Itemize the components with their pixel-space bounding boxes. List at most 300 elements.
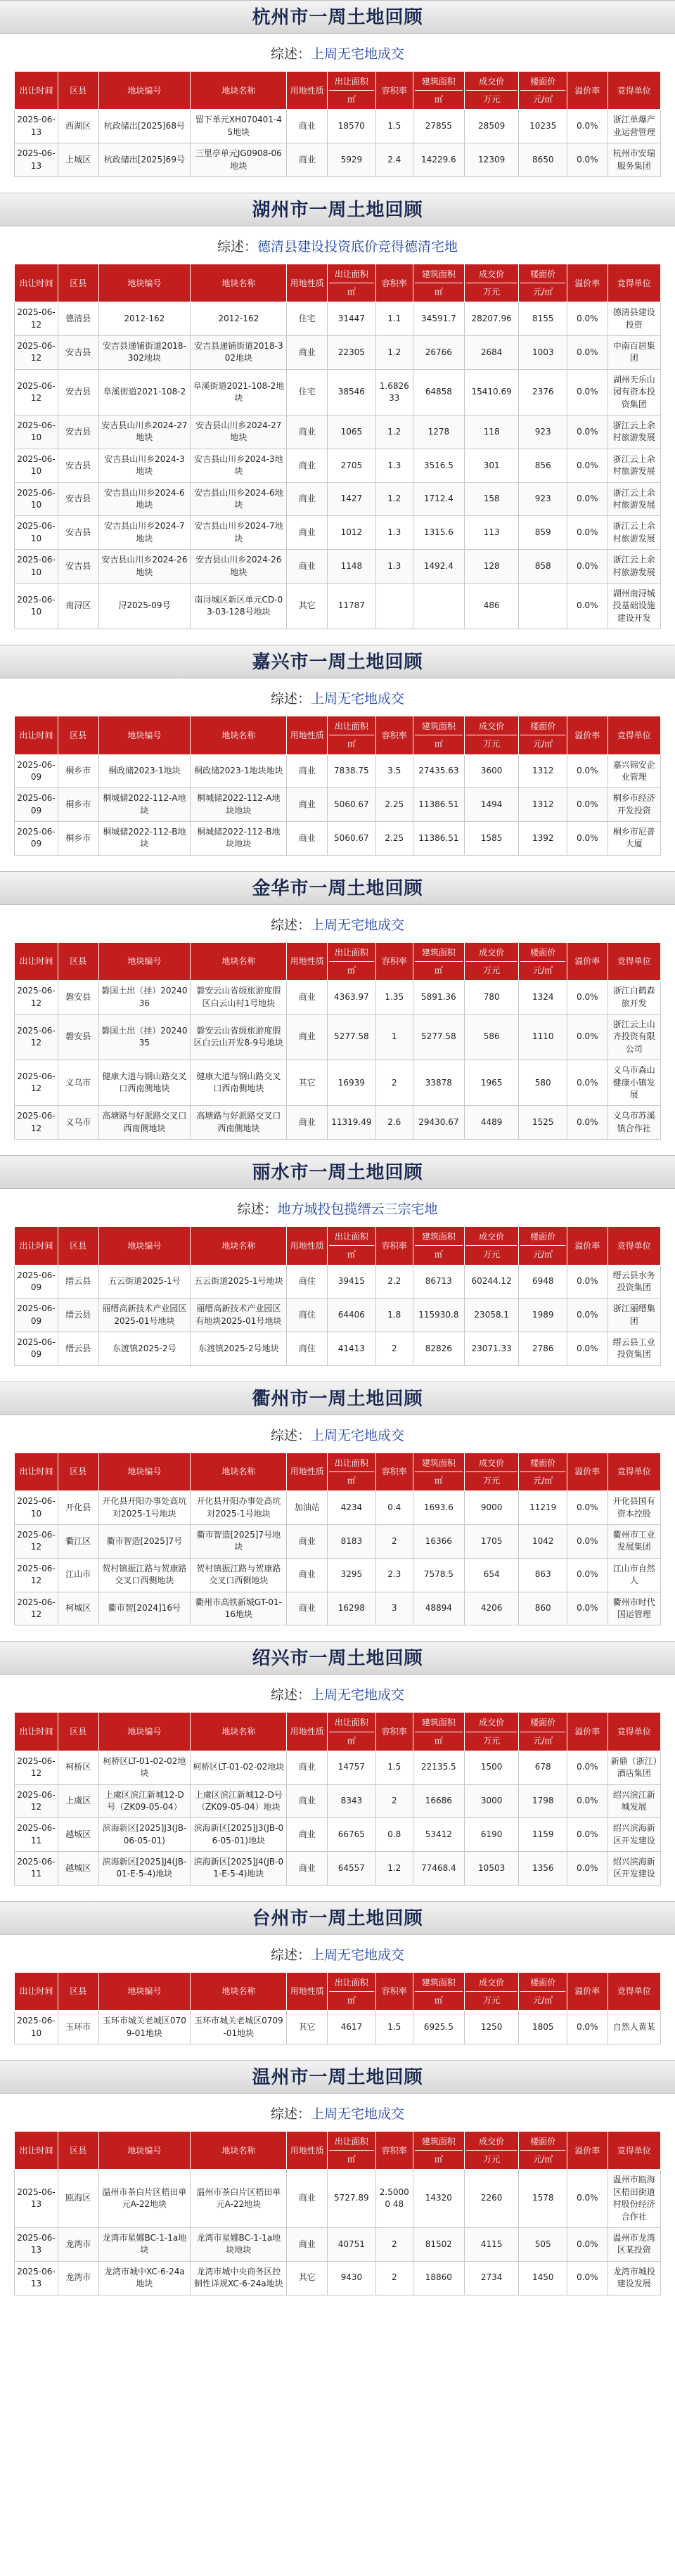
cell-land-no: 龙湾市星娜BC-1-1a地块	[98, 2227, 191, 2261]
header-label: 地块名称	[221, 2145, 256, 2156]
cell-date: 2025-06-12	[15, 1592, 58, 1625]
cell-floor-price: 860	[519, 1592, 567, 1625]
col-premium-header	[567, 942, 608, 980]
header-label: 地块名称	[221, 1986, 256, 1997]
cell-premium: 0.0%	[567, 2170, 608, 2228]
col-area-header	[328, 1453, 376, 1490]
cell-far: 2	[375, 2261, 413, 2295]
header-unit: ㎡	[329, 1245, 374, 1260]
cell-land-name: 桐城储2022-112-A地块地块	[191, 788, 287, 822]
header-unit: 万元	[466, 961, 518, 976]
cell-build-area: 33878	[413, 1060, 464, 1106]
header-unit: ㎡	[329, 90, 374, 105]
cell-floor-price: 856	[519, 449, 567, 482]
col-land-name-header	[191, 1972, 287, 2010]
cell-land-no: 安吉县山川乡2024-6地块	[98, 482, 191, 516]
cell-price: 586	[464, 1015, 519, 1060]
header-unit: 万元	[466, 2150, 518, 2165]
cell-land-name: 衢市智造[2025]7号地块	[191, 1525, 287, 1559]
cell-buyer: 义乌市森山健康小镇发展	[608, 1060, 660, 1106]
table-header-row	[15, 2132, 661, 2170]
header-label: 出让面积	[334, 1457, 368, 1468]
cell-use: 其它	[287, 2261, 328, 2295]
col-premium-header	[567, 1453, 608, 1490]
header-label: 出让时间	[19, 956, 53, 967]
header-unit: 万元	[466, 1245, 518, 1260]
cell-build-area: 11386.51	[413, 822, 464, 856]
cell-land-name: 安吉县山川乡2024-3地块	[191, 449, 287, 482]
header-label: 地块编号	[127, 730, 162, 740]
cell-price: 23071.33	[464, 1332, 519, 1366]
cell-district: 越城区	[58, 1852, 99, 1886]
cell-date: 2025-06-10	[15, 583, 58, 629]
cell-date: 2025-06-12	[15, 1106, 58, 1140]
header-label: 区县	[70, 85, 87, 96]
cell-buyer: 杭州市安瑞服务集团	[608, 143, 660, 177]
cell-price: 2734	[464, 2261, 519, 2295]
cell-use: 商住	[287, 1332, 328, 1366]
cell-date: 2025-06-13	[15, 2227, 58, 2261]
cell-premium: 0.0%	[567, 110, 608, 143]
col-price-header	[464, 1713, 519, 1751]
cell-far: 1.2	[375, 1852, 413, 1886]
cell-floor-price: 1324	[519, 981, 567, 1015]
col-build-area-header	[413, 72, 464, 110]
section-title: 丽水市一周土地回顾	[0, 1155, 675, 1189]
cell-use: 商业	[287, 110, 328, 143]
cell-land-name: 安吉县山川乡2024-26地块	[191, 550, 287, 584]
col-date-header	[15, 1713, 58, 1751]
cell-premium: 0.0%	[567, 1784, 608, 1818]
summary-label: 综述：	[270, 2106, 311, 2122]
cell-area: 22305	[328, 336, 376, 370]
cell-area: 8343	[328, 1784, 376, 1818]
cell-buyer: 开化县国有资本控股	[608, 1491, 660, 1525]
cell-buyer: 浙江单爆产业运营管理	[608, 110, 660, 143]
col-floor-price-header	[519, 1227, 567, 1265]
cell-district: 瓯海区	[58, 2170, 99, 2228]
cell-area: 1012	[328, 516, 376, 550]
table-row	[15, 1265, 661, 1299]
header-label: 出让面积	[334, 1232, 368, 1242]
cell-land-no: 滨海新区[2025]J4(JB-01-E-5-4)地块	[98, 1852, 191, 1886]
cell-land-name: 玉环市城关老城区0709-01地块	[191, 2011, 287, 2044]
header-label: 出让时间	[19, 278, 53, 288]
table-header-row	[15, 716, 661, 754]
header-label: 出让时间	[19, 1240, 53, 1251]
cell-land-no: 东渡镇2025-2号	[98, 1332, 191, 1366]
cell-price: 780	[464, 981, 519, 1015]
cell-area: 11787	[328, 583, 376, 629]
header-unit: ㎡	[329, 961, 374, 976]
cell-floor-price: 11219	[519, 1491, 567, 1525]
section-title: 台州市一周土地回顾	[0, 1901, 675, 1935]
land-table	[14, 264, 661, 629]
cell-land-no: 桐政储2023-1地块	[98, 754, 191, 788]
table-row	[15, 449, 661, 482]
col-floor-price-header	[519, 1713, 567, 1751]
cell-far: 1.1	[375, 302, 413, 336]
header-label: 出让时间	[19, 2145, 53, 2156]
col-district-header	[58, 942, 99, 980]
city-section	[0, 1155, 675, 1366]
cell-premium: 0.0%	[567, 1852, 608, 1886]
header-unit: ㎡	[415, 1732, 463, 1746]
header-unit: ㎡	[415, 2150, 463, 2165]
header-label: 出让面积	[334, 1977, 368, 1988]
cell-far: 1.5	[375, 1751, 413, 1784]
section-summary	[0, 1189, 675, 1226]
cell-use: 商业	[287, 143, 328, 177]
cell-buyer: 德清县建设投资	[608, 302, 660, 336]
cell-land-no: 上虞区滨江新城12-D号（ZK09-05-04）	[98, 1784, 191, 1818]
cell-price: 28207.96	[464, 302, 519, 336]
cell-buyer: 嘉兴锦安企业管理	[608, 754, 660, 788]
cell-floor-price: 678	[519, 1751, 567, 1784]
header-label: 出让时间	[19, 1467, 53, 1477]
cell-build-area: 64858	[413, 369, 464, 415]
cell-district: 桐乡市	[58, 754, 99, 788]
cell-district: 柯城区	[58, 1592, 99, 1625]
col-district-header	[58, 264, 99, 302]
header-label: 出让面积	[334, 77, 368, 86]
cell-build-area: 6925.5	[413, 2011, 464, 2044]
header-label: 出让面积	[334, 947, 368, 958]
header-label: 区县	[70, 278, 87, 288]
cell-far: 1.6826 33	[375, 369, 413, 415]
city-section	[0, 1641, 675, 1886]
cell-district: 安吉县	[58, 449, 99, 482]
section-title: 绍兴市一周土地回顾	[0, 1641, 675, 1675]
header-label: 楼面价	[530, 77, 556, 86]
cell-area: 41413	[328, 1332, 376, 1366]
summary-text: 上周无宅地成交	[311, 1427, 405, 1443]
section-summary	[0, 905, 675, 942]
col-far-header	[375, 2132, 413, 2170]
col-use-header	[287, 1713, 328, 1751]
cell-area: 3295	[328, 1558, 376, 1592]
header-unit: 元/㎡	[520, 735, 565, 749]
table-row	[15, 416, 661, 449]
cell-use: 商住	[287, 1265, 328, 1299]
header-label: 成交价	[479, 947, 505, 958]
cell-land-name: 龙湾市城中央商务区控制性详规XC-6-24a地块	[191, 2261, 287, 2295]
col-use-header	[287, 942, 328, 980]
col-buyer-header	[608, 716, 660, 754]
header-label: 出让时间	[19, 85, 53, 96]
section-title: 杭州市一周土地回顾	[0, 0, 675, 34]
header-label: 地块编号	[127, 1467, 162, 1477]
section-summary	[0, 1675, 675, 1712]
cell-district: 磐安县	[58, 981, 99, 1015]
header-label: 建筑面积	[421, 721, 456, 732]
cell-land-name: 磐安云山省级旅游度假区白云山开发8-9号地块	[191, 1015, 287, 1060]
cell-buyer: 浙江云上余村旅游发展	[608, 550, 660, 584]
cell-date: 2025-06-11	[15, 1818, 58, 1852]
cell-district: 上城区	[58, 143, 99, 177]
table-row	[15, 1015, 661, 1060]
cell-district: 江山市	[58, 1558, 99, 1592]
cell-use: 商业	[287, 1852, 328, 1886]
header-label: 地块编号	[127, 956, 162, 967]
header-label: 地块名称	[221, 1240, 256, 1251]
cell-premium: 0.0%	[567, 822, 608, 856]
cell-district: 安吉县	[58, 550, 99, 584]
summary-text: 上周无宅地成交	[311, 691, 405, 707]
cell-build-area: 27435.63	[413, 754, 464, 788]
cell-price: 12309	[464, 143, 519, 177]
col-land-no-header	[98, 716, 191, 754]
cell-premium: 0.0%	[567, 2227, 608, 2261]
header-unit: 元/㎡	[520, 1732, 565, 1746]
cell-area: 9430	[328, 2261, 376, 2295]
col-far-header	[375, 1453, 413, 1490]
header-label: 建筑面积	[421, 947, 456, 958]
cell-far: 0.4	[375, 1491, 413, 1525]
header-unit: ㎡	[415, 961, 463, 976]
cell-area: 4363.97	[328, 981, 376, 1015]
col-area-header	[328, 2132, 376, 2170]
cell-land-name: 五云街道2025-1号地块	[191, 1265, 287, 1299]
header-label: 地块编号	[127, 85, 162, 96]
cell-far: 2.3	[375, 1558, 413, 1592]
header-label: 出让面积	[334, 2137, 368, 2146]
cell-land-no: 安吉县递铺街道2018-302地块	[98, 336, 191, 370]
cell-far: 2	[375, 1060, 413, 1106]
cell-build-area: 81502	[413, 2227, 464, 2261]
cell-premium: 0.0%	[567, 449, 608, 482]
header-label: 楼面价	[530, 1977, 556, 1988]
header-unit: ㎡	[415, 735, 463, 749]
city-section	[0, 193, 675, 629]
header-unit: ㎡	[415, 1471, 463, 1486]
cell-buyer: 浙江云上余村旅游发展	[608, 449, 660, 482]
cell-build-area: 3516.5	[413, 449, 464, 482]
cell-land-no: 安吉县山川乡2024-26地块	[98, 550, 191, 584]
header-label: 容积率	[381, 730, 407, 740]
cell-premium: 0.0%	[567, 416, 608, 449]
header-label: 用地性质	[290, 278, 324, 288]
cell-use: 其它	[287, 2011, 328, 2044]
cell-use: 商业	[287, 1784, 328, 1818]
header-unit: 元/㎡	[520, 90, 565, 105]
header-label: 用地性质	[290, 1726, 324, 1737]
cell-land-no: 贺村镇振江路与贺康路交叉口西侧地块	[98, 1558, 191, 1592]
cell-land-name: 磐安云山省级旅游度假区白云山村1号地块	[191, 981, 287, 1015]
header-label: 竞得单位	[617, 1986, 651, 1997]
col-date-header	[15, 1227, 58, 1265]
cell-area: 5277.58	[328, 1015, 376, 1060]
col-premium-header	[567, 716, 608, 754]
col-far-header	[375, 264, 413, 302]
cell-floor-price	[519, 583, 567, 629]
cell-district: 上虞区	[58, 1784, 99, 1818]
col-price-header	[464, 716, 519, 754]
cell-land-name: 贺村镇振江路与贺康路交叉口西侧地块	[191, 1558, 287, 1592]
cell-use: 其它	[287, 1060, 328, 1106]
cell-price: 301	[464, 449, 519, 482]
summary-label: 综述：	[270, 1687, 311, 1704]
header-unit: ㎡	[329, 735, 374, 749]
cell-use: 商业	[287, 981, 328, 1015]
cell-district: 缙云县	[58, 1332, 99, 1366]
cell-floor-price: 863	[519, 1558, 567, 1592]
cell-date: 2025-06-12	[15, 1525, 58, 1559]
cell-land-no: 安吉县山川乡2024-3地块	[98, 449, 191, 482]
cell-use: 商业	[287, 2227, 328, 2261]
section-title: 嘉兴市一周土地回顾	[0, 645, 675, 678]
cell-price: 1705	[464, 1525, 519, 1559]
cell-buyer: 缙云县工业投资集团	[608, 1332, 660, 1366]
cell-district: 西湖区	[58, 110, 99, 143]
table-row	[15, 1592, 661, 1625]
col-floor-price-header	[519, 2132, 567, 2170]
cell-area: 64557	[328, 1852, 376, 1886]
header-label: 成交价	[479, 721, 505, 732]
header-label: 地块编号	[127, 1986, 162, 1997]
cell-land-name: 丽缙高新技术产业园区有地块2025-01号地块	[191, 1299, 287, 1332]
section-title: 温州市一周土地回顾	[0, 2060, 675, 2094]
section-summary	[0, 678, 675, 716]
cell-price: 3000	[464, 1784, 519, 1818]
cell-floor-price: 1525	[519, 1106, 567, 1140]
cell-build-area: 82826	[413, 1332, 464, 1366]
col-land-name-header	[191, 1453, 287, 1490]
city-section	[0, 1901, 675, 2044]
table-header-row	[15, 72, 661, 110]
cell-date: 2025-06-12	[15, 981, 58, 1015]
cell-area: 1427	[328, 482, 376, 516]
header-label: 区县	[70, 1467, 87, 1477]
cell-use: 加油站	[287, 1491, 328, 1525]
cell-area: 64406	[328, 1299, 376, 1332]
cell-district: 玉环市	[58, 2011, 99, 2044]
col-area-header	[328, 264, 376, 302]
cell-date: 2025-06-10	[15, 550, 58, 584]
cell-price: 1965	[464, 1060, 519, 1106]
cell-buyer: 江山市自然人	[608, 1558, 660, 1592]
table-row	[15, 1106, 661, 1140]
cell-area: 38546	[328, 369, 376, 415]
header-label: 容积率	[381, 1726, 407, 1737]
cell-price: 1494	[464, 788, 519, 822]
cell-area: 2705	[328, 449, 376, 482]
col-buyer-header	[608, 264, 660, 302]
cell-buyer: 浙江白鹤森旅开发	[608, 981, 660, 1015]
header-unit: 元/㎡	[520, 1245, 565, 1260]
col-floor-price-header	[519, 942, 567, 980]
col-date-header	[15, 1453, 58, 1490]
cell-far: 1.3	[375, 449, 413, 482]
cell-premium: 0.0%	[567, 1060, 608, 1106]
cell-premium: 0.0%	[567, 788, 608, 822]
header-label: 用地性质	[290, 85, 324, 96]
section-title: 金华市一周土地回顾	[0, 871, 675, 905]
cell-area: 11319.49	[328, 1106, 376, 1140]
header-label: 溢价率	[574, 1726, 600, 1737]
header-unit: ㎡	[415, 1245, 463, 1260]
cell-land-no: 开化县开阳办事处高坑对2025-1号地块	[98, 1491, 191, 1525]
cell-price: 3600	[464, 754, 519, 788]
col-build-area-header	[413, 716, 464, 754]
header-label: 竞得单位	[617, 2145, 651, 2156]
cell-land-no: 安吉县山川乡2024-27地块	[98, 416, 191, 449]
cell-date: 2025-06-09	[15, 1265, 58, 1299]
cell-land-no: 玉环市城关老城区0709-01地块	[98, 2011, 191, 2044]
cell-use: 商住	[287, 1299, 328, 1332]
cell-buyer: 绍兴滨海新区开发建设	[608, 1852, 660, 1886]
col-floor-price-header	[519, 1453, 567, 1490]
cell-buyer: 浙江云上余村旅游发展	[608, 516, 660, 550]
cell-date: 2025-06-09	[15, 822, 58, 856]
cell-district: 南浔区	[58, 583, 99, 629]
cell-far: 1.3	[375, 516, 413, 550]
cell-land-name: 高塘路与好派路交叉口西南侧地块	[191, 1106, 287, 1140]
cell-date: 2025-06-13	[15, 110, 58, 143]
col-floor-price-header	[519, 264, 567, 302]
header-label: 建筑面积	[421, 1977, 456, 1988]
cell-area: 1065	[328, 416, 376, 449]
table-row	[15, 754, 661, 788]
header-unit: ㎡	[415, 1991, 463, 2006]
city-section	[0, 2060, 675, 2295]
cell-land-no: 衢市智造[2025]7号	[98, 1525, 191, 1559]
cell-far: 1.35	[375, 981, 413, 1015]
cell-build-area: 77468.4	[413, 1852, 464, 1886]
col-far-header	[375, 72, 413, 110]
col-price-header	[464, 1227, 519, 1265]
cell-floor-price: 1042	[519, 1525, 567, 1559]
section-summary	[0, 34, 675, 71]
cell-date: 2025-06-11	[15, 1852, 58, 1886]
cell-build-area: 115930.8	[413, 1299, 464, 1332]
cell-buyer: 自然人黄某	[608, 2011, 660, 2044]
cell-build-area: 29430.67	[413, 1106, 464, 1140]
cell-district: 安吉县	[58, 482, 99, 516]
col-price-header	[464, 2132, 519, 2170]
cell-district: 安吉县	[58, 516, 99, 550]
header-label: 用地性质	[290, 730, 324, 740]
cell-buyer: 浙江云上余村旅游发展	[608, 416, 660, 449]
cell-use: 商业	[287, 416, 328, 449]
cell-far: 2	[375, 1525, 413, 1559]
col-premium-header	[567, 264, 608, 302]
cell-premium: 0.0%	[567, 1525, 608, 1559]
table-header-row	[15, 1453, 661, 1490]
header-label: 出让时间	[19, 730, 53, 740]
cell-premium: 0.0%	[567, 1818, 608, 1852]
cell-price: 4115	[464, 2227, 519, 2261]
cell-use: 其它	[287, 583, 328, 629]
header-label: 容积率	[381, 956, 407, 967]
land-table	[14, 2131, 661, 2295]
cell-buyer: 龙湾市城投建设发展	[608, 2261, 660, 2295]
table-row	[15, 550, 661, 584]
header-unit: ㎡	[329, 1991, 374, 2006]
header-label: 区县	[70, 2145, 87, 2156]
cell-premium: 0.0%	[567, 369, 608, 415]
section-summary	[0, 2094, 675, 2131]
city-section	[0, 1382, 675, 1626]
cell-land-no: 杭政储出[2025]69号	[98, 143, 191, 177]
cell-price: 15410.69	[464, 369, 519, 415]
cell-land-no: 磐国土出（挂）2024035	[98, 1015, 191, 1060]
header-unit: 万元	[466, 1471, 518, 1486]
summary-text: 上周无宅地成交	[311, 1947, 405, 1963]
header-label: 地块名称	[221, 1467, 256, 1477]
table-row	[15, 1558, 661, 1592]
cell-build-area: 1712.4	[413, 482, 464, 516]
